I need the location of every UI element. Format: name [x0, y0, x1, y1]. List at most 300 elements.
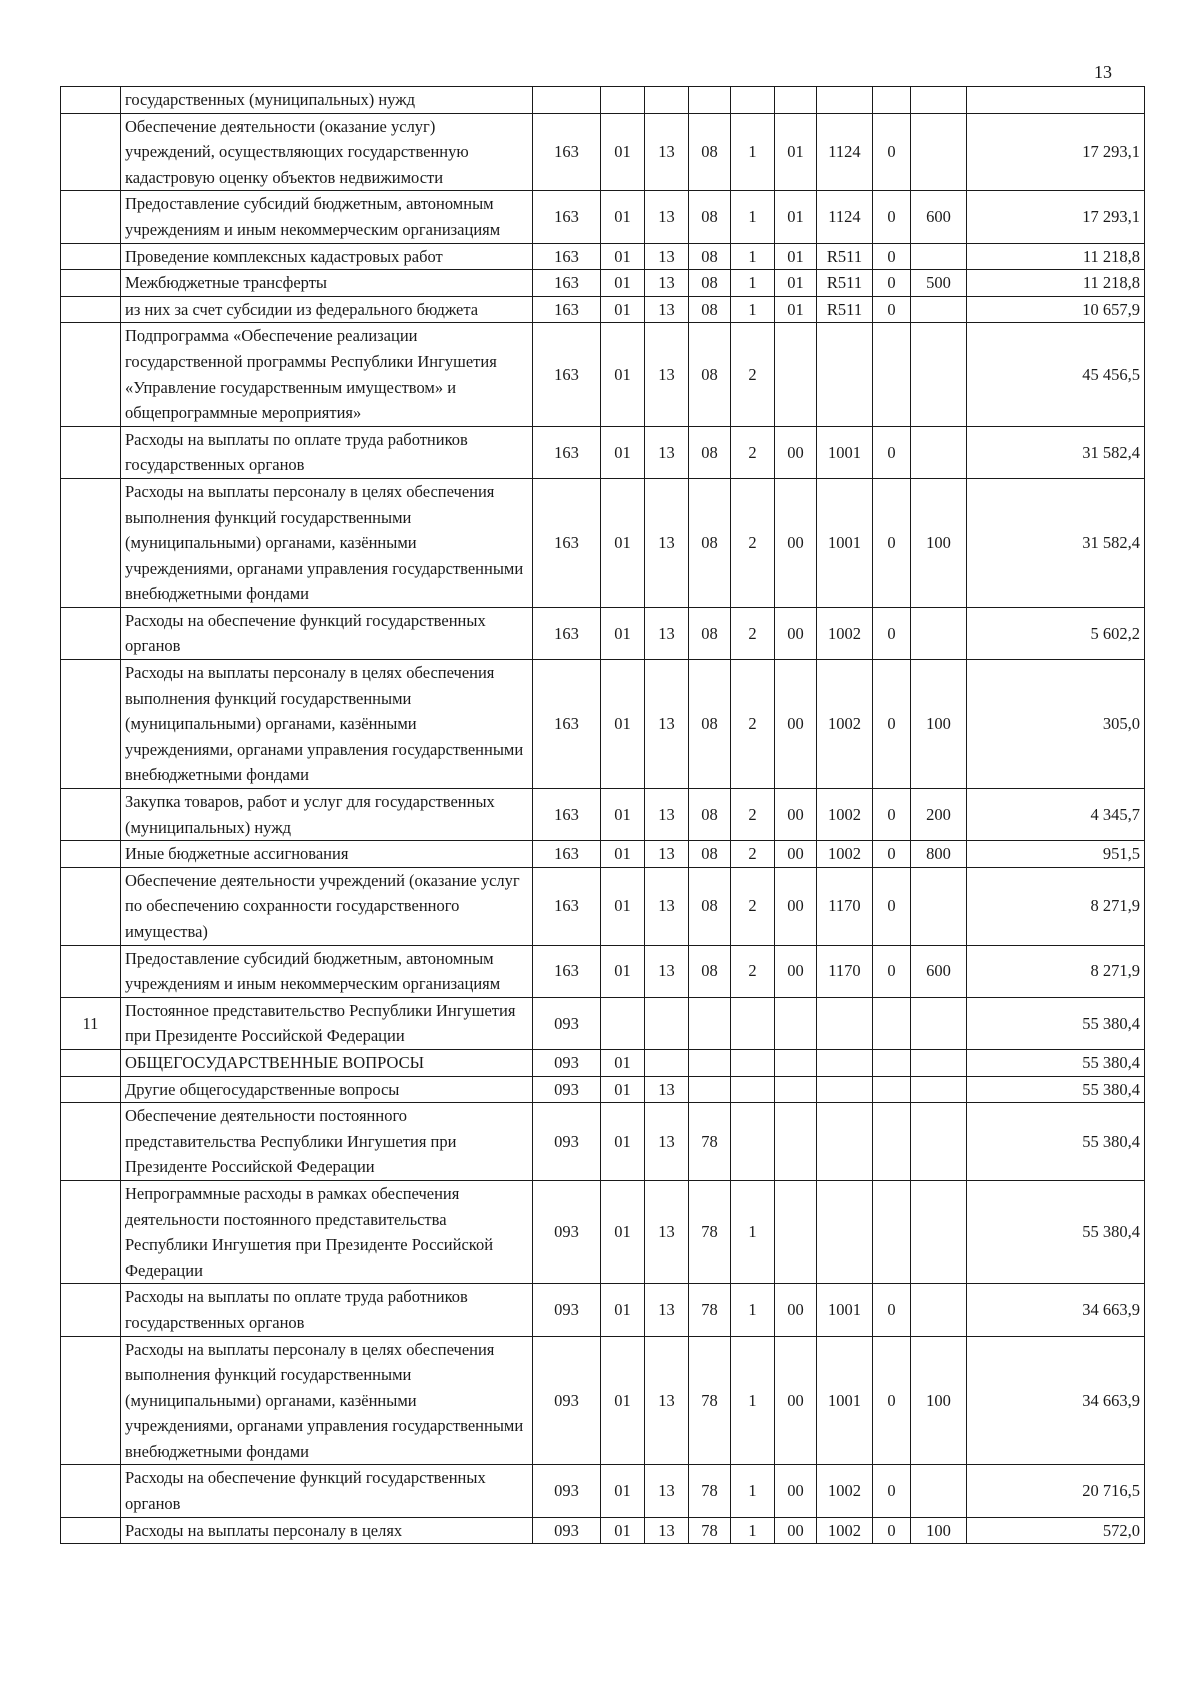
table-row: [61, 478, 1145, 607]
subsection-cell: 13: [645, 841, 689, 868]
item-name-cell: Обеспечение деятельности (оказание услуг) учреждений, осуществляющих государственную кадастровую оценку объектов недвижимости: [121, 113, 533, 191]
table-row: [61, 1180, 1145, 1283]
expense-type-cell: [911, 997, 967, 1049]
table-row: [61, 270, 1145, 297]
table-row: [61, 1465, 1145, 1517]
row-number-cell: [61, 1103, 121, 1181]
subprogram-cell: [731, 997, 775, 1049]
program-cell: 08: [689, 660, 731, 789]
subprogram-cell: 2: [731, 945, 775, 997]
row-number-cell: [61, 607, 121, 659]
subsection-cell: 13: [645, 1284, 689, 1336]
main-activity-cell: 00: [775, 1517, 817, 1544]
expense-type-cell: 600: [911, 191, 967, 243]
table-row: [61, 607, 1145, 659]
program-cell: 78: [689, 1517, 731, 1544]
subsection-cell: 13: [645, 113, 689, 191]
program-cell: 08: [689, 867, 731, 945]
section-cell: 01: [601, 323, 645, 426]
direction-cell: R511: [817, 296, 873, 323]
amount-cell: 10 657,9: [967, 296, 1145, 323]
program-cell: 08: [689, 841, 731, 868]
flag-cell: 0: [873, 1284, 911, 1336]
section-cell: 01: [601, 270, 645, 297]
main-activity-cell: [775, 997, 817, 1049]
direction-cell: [817, 1180, 873, 1283]
ministry-code-cell: 093: [533, 1284, 601, 1336]
amount-cell: 20 716,5: [967, 1465, 1145, 1517]
row-number-cell: [61, 1180, 121, 1283]
main-activity-cell: 01: [775, 113, 817, 191]
row-number-cell: [61, 426, 121, 478]
ministry-code-cell: 163: [533, 323, 601, 426]
program-cell: 08: [689, 270, 731, 297]
subprogram-cell: 1: [731, 270, 775, 297]
section-cell: 01: [601, 243, 645, 270]
direction-cell: 1002: [817, 1517, 873, 1544]
row-number-cell: [61, 1049, 121, 1076]
item-name-cell: Межбюджетные трансферты: [121, 270, 533, 297]
amount-cell: 11 218,8: [967, 243, 1145, 270]
item-name-cell: государственных (муниципальных) нужд: [121, 87, 533, 114]
budget-table: [60, 86, 1145, 1544]
ministry-code-cell: 163: [533, 841, 601, 868]
ministry-code-cell: 093: [533, 1103, 601, 1181]
subprogram-cell: 2: [731, 867, 775, 945]
direction-cell: 1002: [817, 1465, 873, 1517]
subsection-cell: 13: [645, 270, 689, 297]
subsection-cell: 13: [645, 1180, 689, 1283]
program-cell: 78: [689, 1336, 731, 1465]
table-row: [61, 1517, 1145, 1544]
program-cell: [689, 1049, 731, 1076]
subprogram-cell: 1: [731, 1336, 775, 1465]
ministry-code-cell: [533, 87, 601, 114]
subsection-cell: 13: [645, 1076, 689, 1103]
flag-cell: 0: [873, 1336, 911, 1465]
row-number-cell: [61, 867, 121, 945]
main-activity-cell: 00: [775, 945, 817, 997]
flag-cell: 0: [873, 660, 911, 789]
program-cell: 78: [689, 1180, 731, 1283]
item-name-cell: Обеспечение деятельности постоянного представительства Республики Ингушетия при Президенте Российской Федерации: [121, 1103, 533, 1181]
ministry-code-cell: 163: [533, 867, 601, 945]
main-activity-cell: 00: [775, 867, 817, 945]
main-activity-cell: 00: [775, 478, 817, 607]
main-activity-cell: 00: [775, 789, 817, 841]
expense-type-cell: [911, 1180, 967, 1283]
row-number-cell: [61, 87, 121, 114]
main-activity-cell: 01: [775, 191, 817, 243]
program-cell: 78: [689, 1284, 731, 1336]
item-name-cell: Другие общегосударственные вопросы: [121, 1076, 533, 1103]
table-row: [61, 1049, 1145, 1076]
subsection-cell: 13: [645, 426, 689, 478]
section-cell: 01: [601, 1180, 645, 1283]
table-row: [61, 997, 1145, 1049]
flag-cell: [873, 997, 911, 1049]
direction-cell: 1170: [817, 867, 873, 945]
main-activity-cell: 00: [775, 1284, 817, 1336]
subsection-cell: 13: [645, 789, 689, 841]
item-name-cell: Расходы на выплаты персоналу в целях: [121, 1517, 533, 1544]
subprogram-cell: 1: [731, 1180, 775, 1283]
subsection-cell: [645, 997, 689, 1049]
amount-cell: 55 380,4: [967, 997, 1145, 1049]
item-name-cell: Предоставление субсидий бюджетным, автономным учреждениям и иным некоммерческим организациям: [121, 191, 533, 243]
table-row: [61, 243, 1145, 270]
direction-cell: 1002: [817, 607, 873, 659]
subsection-cell: [645, 1049, 689, 1076]
table-row: [61, 323, 1145, 426]
section-cell: 01: [601, 1103, 645, 1181]
subprogram-cell: 2: [731, 323, 775, 426]
direction-cell: [817, 1103, 873, 1181]
item-name-cell: Обеспечение деятельности учреждений (оказание услуг по обеспечению сохранности государственного имущества): [121, 867, 533, 945]
subsection-cell: 13: [645, 243, 689, 270]
subsection-cell: 13: [645, 607, 689, 659]
subsection-cell: 13: [645, 945, 689, 997]
row-number-cell: [61, 841, 121, 868]
flag-cell: 0: [873, 113, 911, 191]
subprogram-cell: 2: [731, 426, 775, 478]
subsection-cell: 13: [645, 660, 689, 789]
expense-type-cell: [911, 607, 967, 659]
main-activity-cell: [775, 1103, 817, 1181]
expense-type-cell: 100: [911, 660, 967, 789]
program-cell: 08: [689, 945, 731, 997]
table-row: [61, 867, 1145, 945]
subprogram-cell: 1: [731, 296, 775, 323]
section-cell: 01: [601, 113, 645, 191]
amount-cell: 55 380,4: [967, 1076, 1145, 1103]
ministry-code-cell: 163: [533, 113, 601, 191]
direction-cell: 1002: [817, 789, 873, 841]
ministry-code-cell: 093: [533, 1517, 601, 1544]
main-activity-cell: 01: [775, 296, 817, 323]
expense-type-cell: [911, 296, 967, 323]
amount-cell: 8 271,9: [967, 867, 1145, 945]
subsection-cell: 13: [645, 1336, 689, 1465]
subsection-cell: 13: [645, 1517, 689, 1544]
subprogram-cell: 2: [731, 478, 775, 607]
amount-cell: [967, 87, 1145, 114]
amount-cell: 11 218,8: [967, 270, 1145, 297]
subprogram-cell: [731, 87, 775, 114]
subprogram-cell: 1: [731, 1517, 775, 1544]
amount-cell: 45 456,5: [967, 323, 1145, 426]
table-body: [61, 87, 1145, 1544]
ministry-code-cell: 163: [533, 191, 601, 243]
expense-type-cell: [911, 1103, 967, 1181]
expense-type-cell: [911, 113, 967, 191]
ministry-code-cell: 163: [533, 607, 601, 659]
direction-cell: [817, 997, 873, 1049]
amount-cell: 31 582,4: [967, 478, 1145, 607]
amount-cell: 4 345,7: [967, 789, 1145, 841]
amount-cell: 572,0: [967, 1517, 1145, 1544]
direction-cell: 1001: [817, 426, 873, 478]
direction-cell: [817, 87, 873, 114]
subprogram-cell: 1: [731, 113, 775, 191]
row-number-cell: 11: [61, 997, 121, 1049]
table-row: [61, 660, 1145, 789]
direction-cell: 1124: [817, 113, 873, 191]
subprogram-cell: 1: [731, 191, 775, 243]
expense-type-cell: 800: [911, 841, 967, 868]
main-activity-cell: [775, 323, 817, 426]
expense-type-cell: [911, 323, 967, 426]
amount-cell: 55 380,4: [967, 1180, 1145, 1283]
table-row: [61, 191, 1145, 243]
section-cell: 01: [601, 841, 645, 868]
item-name-cell: Расходы на выплаты персоналу в целях обеспечения выполнения функций государственными (муниципальными) органами, казёнными учреждениями, органами управления государственными внебюджетными фондами: [121, 660, 533, 789]
flag-cell: 0: [873, 191, 911, 243]
item-name-cell: Расходы на выплаты персоналу в целях обеспечения выполнения функций государственными (муниципальными) органами, казёнными учреждениями, органами управления государственными внебюджетными фондами: [121, 478, 533, 607]
table-row: [61, 1103, 1145, 1181]
table-row: [61, 87, 1145, 114]
direction-cell: 1001: [817, 478, 873, 607]
amount-cell: 951,5: [967, 841, 1145, 868]
section-cell: 01: [601, 426, 645, 478]
subsection-cell: [645, 87, 689, 114]
ministry-code-cell: 163: [533, 789, 601, 841]
section-cell: 01: [601, 478, 645, 607]
item-name-cell: Проведение комплексных кадастровых работ: [121, 243, 533, 270]
direction-cell: R511: [817, 270, 873, 297]
main-activity-cell: [775, 87, 817, 114]
subsection-cell: 13: [645, 867, 689, 945]
expense-type-cell: 100: [911, 478, 967, 607]
ministry-code-cell: 093: [533, 1180, 601, 1283]
row-number-cell: [61, 789, 121, 841]
section-cell: 01: [601, 1465, 645, 1517]
section-cell: 01: [601, 660, 645, 789]
ministry-code-cell: 163: [533, 945, 601, 997]
program-cell: 08: [689, 113, 731, 191]
expense-type-cell: 500: [911, 270, 967, 297]
main-activity-cell: 01: [775, 270, 817, 297]
direction-cell: 1001: [817, 1284, 873, 1336]
flag-cell: [873, 1180, 911, 1283]
item-name-cell: Предоставление субсидий бюджетным, автономным учреждениям и иным некоммерческим организациям: [121, 945, 533, 997]
program-cell: [689, 1076, 731, 1103]
flag-cell: 0: [873, 607, 911, 659]
row-number-cell: [61, 243, 121, 270]
subprogram-cell: 1: [731, 1284, 775, 1336]
amount-cell: 34 663,9: [967, 1284, 1145, 1336]
main-activity-cell: 00: [775, 1465, 817, 1517]
program-cell: [689, 997, 731, 1049]
item-name-cell: Подпрограмма «Обеспечение реализации государственной программы Республики Ингушетия «Управление государственным имуществом» и общепрограммные мероприятия»: [121, 323, 533, 426]
item-name-cell: Расходы на выплаты персоналу в целях обеспечения выполнения функций государственными (муниципальными) органами, казёнными учреждениями, органами управления государственными внебюджетными фондами: [121, 1336, 533, 1465]
program-cell: 08: [689, 426, 731, 478]
main-activity-cell: 00: [775, 426, 817, 478]
main-activity-cell: [775, 1049, 817, 1076]
item-name-cell: Расходы на обеспечение функций государственных органов: [121, 607, 533, 659]
expense-type-cell: 200: [911, 789, 967, 841]
expense-type-cell: [911, 243, 967, 270]
amount-cell: 55 380,4: [967, 1103, 1145, 1181]
ministry-code-cell: 163: [533, 660, 601, 789]
program-cell: 08: [689, 243, 731, 270]
ministry-code-cell: 163: [533, 426, 601, 478]
flag-cell: [873, 1103, 911, 1181]
row-number-cell: [61, 1465, 121, 1517]
subsection-cell: 13: [645, 1465, 689, 1517]
expense-type-cell: [911, 1049, 967, 1076]
row-number-cell: [61, 113, 121, 191]
flag-cell: 0: [873, 478, 911, 607]
item-name-cell: Закупка товаров, работ и услуг для государственных (муниципальных) нужд: [121, 789, 533, 841]
item-name-cell: из них за счет субсидии из федерального бюджета: [121, 296, 533, 323]
expense-type-cell: [911, 1284, 967, 1336]
amount-cell: 17 293,1: [967, 191, 1145, 243]
table-row: [61, 841, 1145, 868]
program-cell: 08: [689, 607, 731, 659]
expense-type-cell: [911, 1076, 967, 1103]
subprogram-cell: [731, 1103, 775, 1181]
ministry-code-cell: 093: [533, 997, 601, 1049]
flag-cell: 0: [873, 1517, 911, 1544]
flag-cell: [873, 323, 911, 426]
table-row: [61, 789, 1145, 841]
table-row: [61, 945, 1145, 997]
main-activity-cell: [775, 1180, 817, 1283]
amount-cell: 8 271,9: [967, 945, 1145, 997]
flag-cell: 0: [873, 270, 911, 297]
amount-cell: 5 602,2: [967, 607, 1145, 659]
ministry-code-cell: 163: [533, 296, 601, 323]
expense-type-cell: [911, 426, 967, 478]
direction-cell: 1170: [817, 945, 873, 997]
flag-cell: [873, 1076, 911, 1103]
direction-cell: 1124: [817, 191, 873, 243]
main-activity-cell: 00: [775, 660, 817, 789]
item-name-cell: Расходы на выплаты по оплате труда работников государственных органов: [121, 426, 533, 478]
section-cell: 01: [601, 191, 645, 243]
expense-type-cell: [911, 1465, 967, 1517]
table-row: [61, 1284, 1145, 1336]
table-row: [61, 426, 1145, 478]
ministry-code-cell: 163: [533, 270, 601, 297]
flag-cell: 0: [873, 296, 911, 323]
amount-cell: 55 380,4: [967, 1049, 1145, 1076]
table-row: [61, 1336, 1145, 1465]
section-cell: 01: [601, 789, 645, 841]
amount-cell: 31 582,4: [967, 426, 1145, 478]
table-row: [61, 296, 1145, 323]
subprogram-cell: 2: [731, 789, 775, 841]
row-number-cell: [61, 1076, 121, 1103]
expense-type-cell: [911, 87, 967, 114]
flag-cell: 0: [873, 243, 911, 270]
ministry-code-cell: 163: [533, 478, 601, 607]
subprogram-cell: 2: [731, 607, 775, 659]
row-number-cell: [61, 1336, 121, 1465]
section-cell: [601, 87, 645, 114]
page-number: 13: [1094, 62, 1112, 82]
item-name-cell: Иные бюджетные ассигнования: [121, 841, 533, 868]
flag-cell: 0: [873, 841, 911, 868]
item-name-cell: Непрограммные расходы в рамках обеспечения деятельности постоянного представительства Республики Ингушетия при Президенте Российской Федерации: [121, 1180, 533, 1283]
amount-cell: 305,0: [967, 660, 1145, 789]
section-cell: 01: [601, 1284, 645, 1336]
ministry-code-cell: 093: [533, 1049, 601, 1076]
program-cell: 08: [689, 323, 731, 426]
program-cell: 08: [689, 478, 731, 607]
amount-cell: 34 663,9: [967, 1336, 1145, 1465]
direction-cell: [817, 1049, 873, 1076]
flag-cell: 0: [873, 1465, 911, 1517]
direction-cell: 1002: [817, 841, 873, 868]
flag-cell: 0: [873, 867, 911, 945]
subsection-cell: 13: [645, 296, 689, 323]
row-number-cell: [61, 660, 121, 789]
main-activity-cell: 01: [775, 243, 817, 270]
subprogram-cell: 1: [731, 243, 775, 270]
flag-cell: 0: [873, 789, 911, 841]
item-name-cell: ОБЩЕГОСУДАРСТВЕННЫЕ ВОПРОСЫ: [121, 1049, 533, 1076]
flag-cell: [873, 1049, 911, 1076]
main-activity-cell: 00: [775, 1336, 817, 1465]
table-row: [61, 1076, 1145, 1103]
section-cell: 01: [601, 945, 645, 997]
program-cell: [689, 87, 731, 114]
main-activity-cell: 00: [775, 607, 817, 659]
row-number-cell: [61, 1284, 121, 1336]
subsection-cell: 13: [645, 478, 689, 607]
flag-cell: [873, 87, 911, 114]
subsection-cell: 13: [645, 191, 689, 243]
main-activity-cell: 00: [775, 841, 817, 868]
program-cell: 08: [689, 191, 731, 243]
row-number-cell: [61, 478, 121, 607]
expense-type-cell: 100: [911, 1336, 967, 1465]
row-number-cell: [61, 191, 121, 243]
ministry-code-cell: 093: [533, 1336, 601, 1465]
program-cell: 08: [689, 296, 731, 323]
program-cell: 08: [689, 789, 731, 841]
section-cell: 01: [601, 1517, 645, 1544]
item-name-cell: Расходы на обеспечение функций государственных органов: [121, 1465, 533, 1517]
section-cell: 01: [601, 1076, 645, 1103]
flag-cell: 0: [873, 426, 911, 478]
subprogram-cell: 2: [731, 660, 775, 789]
main-activity-cell: [775, 1076, 817, 1103]
direction-cell: [817, 1076, 873, 1103]
direction-cell: 1001: [817, 1336, 873, 1465]
section-cell: 01: [601, 296, 645, 323]
direction-cell: 1002: [817, 660, 873, 789]
ministry-code-cell: 163: [533, 243, 601, 270]
program-cell: 78: [689, 1465, 731, 1517]
ministry-code-cell: 093: [533, 1465, 601, 1517]
direction-cell: R511: [817, 243, 873, 270]
expense-type-cell: [911, 867, 967, 945]
section-cell: 01: [601, 1336, 645, 1465]
section-cell: 01: [601, 607, 645, 659]
amount-cell: 17 293,1: [967, 113, 1145, 191]
item-name-cell: Постоянное представительство Республики Ингушетия при Президенте Российской Федерации: [121, 997, 533, 1049]
subsection-cell: 13: [645, 323, 689, 426]
subprogram-cell: 2: [731, 841, 775, 868]
row-number-cell: [61, 270, 121, 297]
program-cell: 78: [689, 1103, 731, 1181]
subprogram-cell: [731, 1076, 775, 1103]
section-cell: [601, 997, 645, 1049]
section-cell: 01: [601, 867, 645, 945]
